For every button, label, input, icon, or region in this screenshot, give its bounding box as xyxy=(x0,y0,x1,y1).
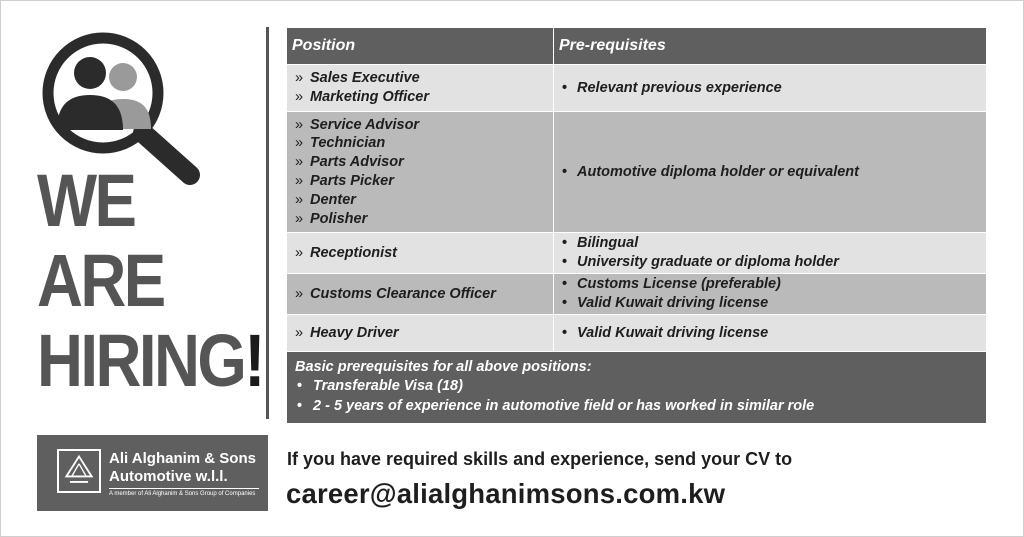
bullet-icon: • xyxy=(562,79,568,96)
bullet-icon: • xyxy=(562,276,568,293)
arrow-icon: » xyxy=(295,135,304,152)
position-label: Technician xyxy=(310,135,386,152)
prerequisite-cell xyxy=(554,112,987,233)
prerequisite-cell xyxy=(554,65,987,112)
position-label: Customs Clearance Officer xyxy=(310,285,496,302)
position-item xyxy=(295,285,545,304)
arrow-icon: » xyxy=(295,89,304,105)
position-label: Parts Advisor xyxy=(310,154,404,171)
position-item xyxy=(295,116,545,135)
position-item xyxy=(295,69,545,88)
bullet-icon: • xyxy=(562,254,568,270)
prerequisite-item xyxy=(562,294,978,313)
position-item xyxy=(295,191,545,210)
heading-line-we: WE xyxy=(37,159,135,242)
prerequisite-label: Valid Kuwait driving license xyxy=(577,295,769,311)
career-email-link[interactable]: career@alialghanimsons.com.kw xyxy=(286,478,726,509)
table-row xyxy=(287,315,987,352)
we-are-hiring-heading xyxy=(37,159,263,402)
header-prerequisites: Pre-requisites xyxy=(554,28,987,65)
position-cell xyxy=(287,65,554,112)
bullet-icon: • xyxy=(297,378,303,394)
bullet-icon: • xyxy=(562,163,568,180)
prerequisite-label: Bilingual xyxy=(577,235,639,252)
cta-text: If you have required skills and experience, send your CV to xyxy=(287,449,793,469)
position-label: Heavy Driver xyxy=(310,324,399,341)
arrow-icon: » xyxy=(295,173,304,189)
prerequisite-cell xyxy=(554,274,987,315)
table-row xyxy=(287,65,987,112)
basic-prerequisite-item xyxy=(295,376,978,396)
arrow-icon: » xyxy=(295,154,304,171)
position-cell xyxy=(287,274,554,315)
positions-table xyxy=(286,27,987,424)
position-label: Polisher xyxy=(310,210,368,227)
arrow-icon: » xyxy=(295,70,304,87)
basic-prerequisites-title: Basic prerequisites for all above positions: xyxy=(295,359,592,375)
position-label: Denter xyxy=(310,191,356,208)
prerequisite-item xyxy=(562,324,978,343)
bullet-icon: • xyxy=(562,324,568,341)
position-item xyxy=(295,210,545,229)
bullet-icon: • xyxy=(562,295,568,311)
logo-divider xyxy=(109,488,259,489)
prerequisite-item xyxy=(562,253,978,272)
heading-line-hiring xyxy=(37,319,263,402)
arrow-icon: » xyxy=(295,324,304,341)
position-item xyxy=(295,153,545,172)
vertical-divider xyxy=(266,27,269,419)
position-label: Receptionist xyxy=(310,244,398,261)
basic-prerequisite-label: 2 - 5 years of experience in automotive field or has worked in similar role xyxy=(313,398,815,414)
arrow-icon: » xyxy=(295,285,304,302)
basic-prerequisites-row xyxy=(287,352,987,424)
position-label: Parts Picker xyxy=(310,173,394,189)
prerequisite-label: Valid Kuwait driving license xyxy=(577,324,769,341)
prerequisite-label: University graduate or diploma holder xyxy=(577,254,839,270)
heading-hiring-word: HIRING xyxy=(37,319,245,402)
arrow-icon: » xyxy=(295,210,304,227)
basic-prerequisite-item xyxy=(295,396,978,416)
position-cell xyxy=(287,233,554,274)
basic-prerequisites xyxy=(287,352,987,424)
header-position: Position xyxy=(287,28,554,65)
position-cell xyxy=(287,112,554,233)
prerequisite-item xyxy=(562,163,978,182)
prerequisite-label: Customs License (preferable) xyxy=(577,276,781,293)
position-item xyxy=(295,172,545,191)
logo-company-name: Ali Alghanim & Sons xyxy=(109,450,256,467)
position-item xyxy=(295,244,545,263)
heading-exclamation: ! xyxy=(244,319,263,402)
basic-prerequisite-label: Transferable Visa (18) xyxy=(313,378,463,394)
prerequisite-cell xyxy=(554,233,987,274)
position-item xyxy=(295,88,545,107)
position-item xyxy=(295,324,545,343)
arrow-icon: » xyxy=(295,191,304,208)
position-label: Sales Executive xyxy=(310,70,420,87)
prerequisite-item xyxy=(562,275,978,294)
logo-member-note: A member of Ali Alghanim & Sons Group of Companies xyxy=(109,491,256,497)
bullet-icon: • xyxy=(297,398,303,414)
heading-line-are: ARE xyxy=(37,239,164,322)
arrow-icon: » xyxy=(295,244,304,261)
table-row xyxy=(287,274,987,315)
prerequisite-label: Automotive diploma holder or equivalent xyxy=(577,163,859,180)
logo-company-division: Automotive w.l.l. xyxy=(109,468,228,485)
aas-logo-icon xyxy=(57,449,101,493)
company-logo xyxy=(37,435,268,511)
table-row xyxy=(287,233,987,274)
position-item xyxy=(295,134,545,153)
position-cell xyxy=(287,315,554,352)
position-label: Marketing Officer xyxy=(310,89,429,105)
bullet-icon: • xyxy=(562,235,568,252)
arrow-icon: » xyxy=(295,116,304,133)
prerequisite-cell xyxy=(554,315,987,352)
position-label: Service Advisor xyxy=(310,116,420,133)
table-row xyxy=(287,112,987,233)
prerequisite-item xyxy=(562,234,978,253)
prerequisite-label: Relevant previous experience xyxy=(577,79,782,96)
prerequisite-item xyxy=(562,79,978,98)
